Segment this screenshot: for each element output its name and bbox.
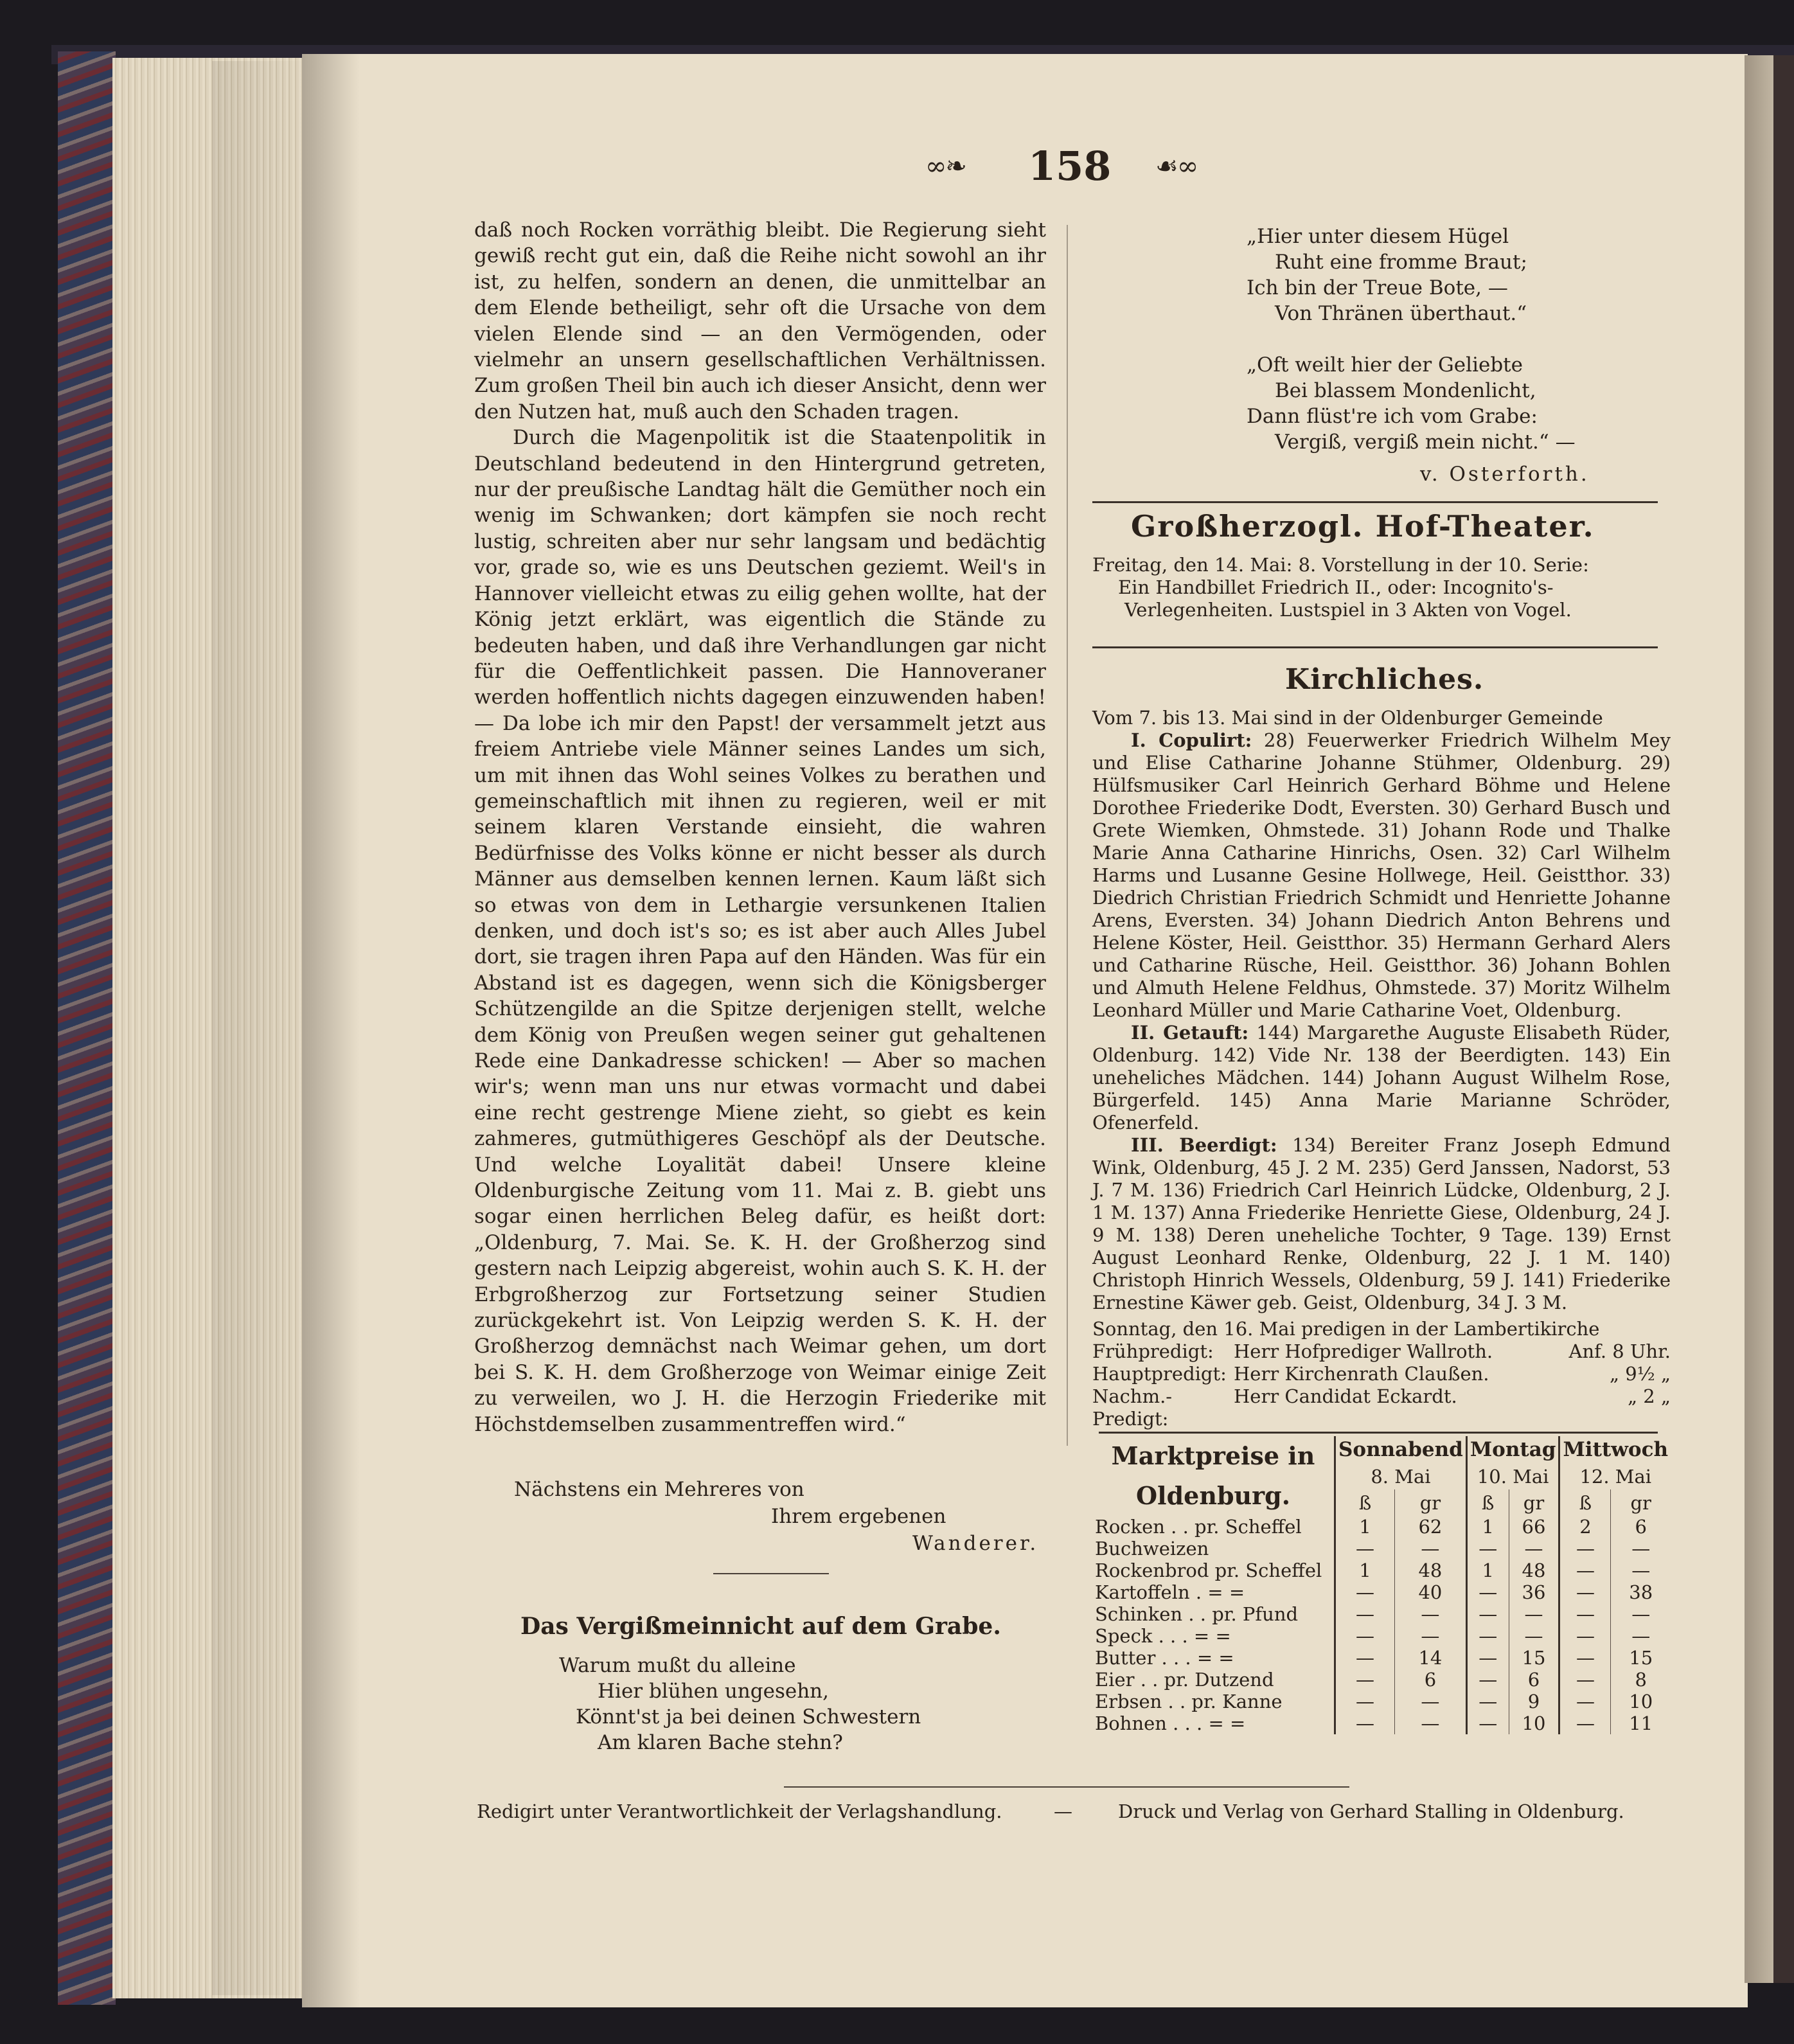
market-value: 48	[1395, 1560, 1467, 1581]
poem-line: Von Thränen überthaut.“	[1275, 302, 1527, 325]
market-value: 48	[1509, 1560, 1559, 1581]
unit-label: ß	[1466, 1489, 1509, 1516]
market-value: 1	[1466, 1516, 1509, 1538]
market-value: 6	[1611, 1516, 1671, 1538]
footer-editor: Redigirt unter Verantwortlichkeit der Verlagshandlung.	[477, 1800, 1002, 1822]
market-item: Bohnen . . . = =	[1095, 1712, 1246, 1734]
theater-title: Großherzogl. Hof-Theater.	[1131, 509, 1595, 544]
poem-line: Bei blassem Mondenlicht,	[1275, 379, 1536, 402]
market-value: —	[1395, 1603, 1467, 1625]
market-value: 1	[1335, 1516, 1395, 1538]
market-row	[1092, 1581, 1671, 1603]
market-row	[1092, 1516, 1671, 1538]
market-row	[1092, 1603, 1671, 1625]
market-value: —	[1335, 1581, 1395, 1603]
preacher-label: Nachm.-Predigt:	[1092, 1385, 1173, 1430]
theater-program	[1092, 554, 1671, 621]
copulirt-entry	[1092, 729, 1671, 1022]
book-edge-right	[1773, 55, 1794, 1983]
poem-line: Warum mußt du alleine	[559, 1654, 796, 1677]
market-value: —	[1559, 1560, 1611, 1581]
market-item: Erbsen . . pr. Kanne	[1095, 1691, 1283, 1712]
market-item: Buchweizen	[1095, 1538, 1209, 1560]
poem-line: Vergiß, vergiß mein nicht.“ —	[1275, 431, 1576, 454]
market-value: —	[1611, 1603, 1671, 1625]
getauft-text: 144) Margarethe Auguste Elisabeth Rüder, Oldenburg. 142) Vide Nr. 138 der Beerdigten. 143) Ein uneheliches Mädchen. 144) Johann August Wilhelm Rose, Bürgerfeld. 145) Anna Marie Marianne Schröder, Ofenerfeld.	[1092, 1022, 1671, 1133]
market-row	[1092, 1669, 1671, 1691]
copulirt-label: I. Copulirt:	[1131, 729, 1252, 751]
preacher-row	[1092, 1385, 1671, 1430]
market-value: —	[1611, 1538, 1671, 1560]
market-value: —	[1335, 1625, 1395, 1647]
poem-divider	[713, 1573, 829, 1574]
market-item: Schinken . . pr. Pfund	[1095, 1603, 1299, 1625]
market-value: —	[1559, 1669, 1611, 1691]
poem-line: Könnt'st ja bei deinen Schwestern	[576, 1705, 921, 1729]
market-value: —	[1395, 1691, 1467, 1712]
market-title: Marktpreise in Oldenburg.	[1111, 1441, 1315, 1510]
market-value: 1	[1466, 1560, 1509, 1581]
market-value: —	[1559, 1712, 1611, 1734]
signature: Wanderer.	[912, 1532, 1039, 1555]
market-value: —	[1509, 1603, 1559, 1625]
preacher-label: Hauptpredigt:	[1092, 1363, 1227, 1385]
market-date: 12. Mai	[1559, 1464, 1671, 1490]
market-value: —	[1466, 1647, 1509, 1669]
getauft-label: II. Getauft:	[1131, 1022, 1249, 1044]
market-date: 10. Mai	[1466, 1464, 1559, 1490]
market-value: —	[1559, 1691, 1611, 1712]
poem-line: Ich bin der Treue Bote, —	[1247, 276, 1508, 299]
page-number: 158	[1028, 143, 1112, 190]
market-value: —	[1559, 1625, 1611, 1647]
book-marbled-cover	[58, 51, 116, 2005]
unit-label: ß	[1559, 1489, 1611, 1516]
ornament-right: ☙∞	[1155, 152, 1198, 181]
market-value: 6	[1395, 1669, 1467, 1691]
market-value: 40	[1395, 1581, 1467, 1603]
sunday-line: Sonntag, den 16. Mai predigen in der Lambertikirche	[1092, 1318, 1600, 1340]
poem-line: „Hier unter diesem Hügel	[1247, 225, 1509, 248]
market-value: —	[1559, 1581, 1611, 1603]
preacher-name: Herr Kirchenrath Claußen.	[1234, 1363, 1489, 1385]
poem-author: v. Osterforth.	[1420, 463, 1590, 486]
market-value: —	[1466, 1625, 1509, 1647]
preacher-name: Herr Candidat Eckardt.	[1234, 1385, 1457, 1407]
page-edges-shadow	[212, 61, 308, 1995]
beerdigt-text: 134) Bereiter Franz Joseph Edmund Wink, Oldenburg, 45 J. 2 M. 235) Gerd Janssen, Nadorst, 53 J. 7 M. 136) Friedrich Carl Heinrich Lüdcke, Oldenburg, 2 J. 1 M. 137) Anna Friederike Henriette Giese, Oldenburg, 24 J. 9 M. 138) Deren uneheliche Tochter, 9 Tage. 139) Ernst August Leonhard Renke, Oldenburg, 22 J. 1 M. 140) Christoph Hinrich Wessels, Oldenburg, 59 J. 141) Friederike Ernestine Käwer geb. Geist, Oldenburg, 34 J. 3 M.	[1092, 1134, 1671, 1313]
market-value: 66	[1509, 1516, 1559, 1538]
poem-line: Dann flüst're ich vom Grabe:	[1247, 405, 1538, 428]
theater-line: Freitag, den 14. Mai: 8. Vorstellung in der 10. Serie:	[1092, 554, 1589, 576]
market-row	[1092, 1712, 1671, 1734]
market-value: —	[1335, 1691, 1395, 1712]
preacher-time: Anf. 8 Uhr.	[1568, 1340, 1671, 1362]
market-value: —	[1466, 1691, 1509, 1712]
preacher-label: Frühpredigt:	[1092, 1340, 1214, 1362]
market-value: —	[1466, 1669, 1509, 1691]
market-rows	[1092, 1516, 1671, 1734]
market-value: 38	[1611, 1581, 1671, 1603]
market-value: 10	[1611, 1691, 1671, 1712]
market-value: 10	[1509, 1712, 1559, 1734]
market-day: Mittwoch	[1559, 1436, 1671, 1464]
poem-title: Das Vergißmeinnicht auf dem Grabe.	[520, 1613, 1001, 1640]
preacher-row	[1092, 1363, 1671, 1385]
market-value: —	[1335, 1647, 1395, 1669]
market-value: 62	[1395, 1516, 1467, 1538]
getauft-entry	[1092, 1022, 1671, 1134]
left-column-text	[474, 217, 1046, 1437]
market-item: Rocken . . pr. Scheffel	[1095, 1516, 1302, 1538]
footer-publisher: Druck und Verlag von Gerhard Stalling in Oldenburg.	[1118, 1800, 1624, 1822]
market-value: —	[1611, 1560, 1671, 1581]
market-value: —	[1335, 1669, 1395, 1691]
footer-rule	[784, 1786, 1349, 1788]
theater-line: Ein Handbillet Friedrich II., oder: Incognito's-Verlegenheiten. Lustspiel in 3 Akten von Vogel.	[1118, 576, 1572, 621]
market-value: —	[1335, 1538, 1395, 1560]
section-rule	[1092, 646, 1658, 648]
market-value: —	[1559, 1538, 1611, 1560]
beerdigt-label: III. Beerdigt:	[1131, 1134, 1277, 1156]
market-price-table	[1092, 1436, 1671, 1734]
market-value: 14	[1395, 1647, 1467, 1669]
market-item: Rockenbrod pr. Scheffel	[1095, 1560, 1322, 1581]
market-value: —	[1559, 1647, 1611, 1669]
market-date: 8. Mai	[1335, 1464, 1467, 1490]
market-day: Montag	[1466, 1436, 1559, 1464]
market-row	[1092, 1625, 1671, 1647]
market-value: 9	[1509, 1691, 1559, 1712]
market-value: 2	[1559, 1516, 1611, 1538]
market-value: —	[1559, 1603, 1611, 1625]
preacher-name: Herr Hofprediger Wallroth.	[1234, 1340, 1493, 1362]
preacher-time: „ 9½ „	[1609, 1363, 1671, 1385]
market-value: 11	[1611, 1712, 1671, 1734]
market-top-rule	[1099, 1432, 1658, 1434]
poem-line: Ruht eine fromme Braut;	[1275, 251, 1527, 274]
section-rule	[1092, 501, 1658, 503]
church-intro: Vom 7. bis 13. Mai sind in der Oldenburger Gemeinde	[1092, 707, 1603, 729]
closing-line-2: Ihrem ergebenen	[771, 1505, 946, 1528]
copulirt-text: 28) Feuerwerker Friedrich Wilhelm Mey und Elise Catharine Johanne Stühmer, Oldenburg. 29) Hülfsmusiker Carl Heinrich Gerhard Böhme und Helene Dorothee Friederike Dodt, Eversten. 30) Gerhard Busch und Grete Wiemken, Ohmstede. 31) Johann Rode und Thalke Marie Anna Catharine Hinrichs, Osen. 32) Carl Wilhelm Harms und Lusanne Gesine Hollwege, Heil. Geistthor. 33) Diedrich Christian Friedrich Schmidt und Henriette Johanne Arens, Eversten. 34) Johann Diedrich Anton Behrens und Helene Köster, Heil. Geistthor. 35) Hermann Gerhard Alers und Catharine Rüsche, Heil. Geistthor. 36) Johann Bohlen und Almuth Helene Feldhus, Ohmstede. 37) Moritz Wilhelm Leonhard Müller und Marie Catharine Voet, Oldenburg.	[1092, 729, 1671, 1021]
market-value: —	[1466, 1603, 1509, 1625]
closing-line: Nächstens ein Mehreres von	[514, 1478, 804, 1501]
preacher-time: „ 2 „	[1628, 1385, 1671, 1407]
column-divider	[1067, 225, 1068, 1446]
market-row	[1092, 1538, 1671, 1560]
poem-line: „Oft weilt hier der Geliebte	[1247, 353, 1523, 377]
market-row	[1092, 1560, 1671, 1581]
footer-dash: —	[1054, 1800, 1072, 1822]
page-gutter-shadow	[302, 54, 360, 2007]
market-value: —	[1335, 1712, 1395, 1734]
market-item: Speck . . . = =	[1095, 1625, 1231, 1647]
market-value: 8	[1611, 1669, 1671, 1691]
market-row	[1092, 1647, 1671, 1669]
market-value: —	[1335, 1603, 1395, 1625]
market-value: —	[1509, 1625, 1559, 1647]
market-value: —	[1395, 1625, 1467, 1647]
market-value: —	[1509, 1538, 1559, 1560]
church-section	[1092, 707, 1671, 1430]
unit-label: gr	[1611, 1489, 1671, 1516]
market-value: —	[1611, 1625, 1671, 1647]
market-value: —	[1395, 1712, 1467, 1734]
market-item: Kartoffeln . = =	[1095, 1581, 1245, 1603]
market-value: —	[1466, 1712, 1509, 1734]
market-value: —	[1395, 1538, 1467, 1560]
ornament-left: ∞❧	[925, 152, 966, 181]
poem-line: Am klaren Bache stehn?	[598, 1731, 843, 1754]
unit-label: ß	[1335, 1489, 1395, 1516]
market-value: 36	[1509, 1581, 1559, 1603]
market-day: Sonnabend	[1335, 1436, 1467, 1464]
paragraph-1: daß noch Rocken vorräthig bleibt. Die Regierung sieht gewiß recht gut ein, daß die Reihe nicht sowohl an ihr ist, zu helfen, sondern an denen, die unmittelbar an dem Elende betheiligt, sehr oft die Ursache von dem vielen Elende sind — an den Vermögenden, oder vielmehr an unsern gesellschaftlichen Verhältnissen. Zum großen Theil bin auch ich dieser Ansicht, denn wer den Nutzen hat, muß auch den Schaden tragen.	[474, 218, 1046, 423]
market-row	[1092, 1691, 1671, 1712]
market-item: Eier . . pr. Dutzend	[1095, 1669, 1274, 1691]
poem-line: Hier blühen ungesehn,	[598, 1680, 829, 1703]
church-title: Kirchliches.	[1285, 663, 1484, 696]
market-value: 15	[1509, 1647, 1559, 1669]
market-value: —	[1466, 1581, 1509, 1603]
market-value: —	[1466, 1538, 1509, 1560]
beerdigt-entry	[1092, 1134, 1671, 1314]
market-value: 6	[1509, 1669, 1559, 1691]
market-value: 1	[1335, 1560, 1395, 1581]
market-value: 15	[1611, 1647, 1671, 1669]
paragraph-2: Durch die Magenpolitik ist die Staatenpolitik in Deutschland bedeutend in den Hintergrund getreten, nur der preußische Landtag hält die Gemüther noch ein wenig im Schwanken; dort kämpfen sie noch recht lustig, schreiten aber nur sehr langsam und bedächtig vor, grade so, wie es uns Deutschen geziemt. Weil's in Hannover vielleicht etwas zu eilig gehen wollte, hat der König jetzt erklärt, was eigentlich die Stände zu bedeuten haben, und daß ihre Verhandlungen gar nicht für die Oeffentlichkeit passen. Die Hannoveraner werden hoffentlich nichts dagegen einzuwenden haben! — Da lobe ich mir den Papst! der versammelt jetzt aus freiem Antriebe viele Männer seines Landes um sich, um mit ihnen das Wohl seines Volkes zu berathen und gemeinschaftlich mit ihnen zu regieren, weil er mit seinem klaren Verstande einsieht, die wahren Bedürfnisse des Volks könne er nicht besser als durch Männer aus demselben kennen lernen. Kaum läßt sich so etwas von dem in Lethargie versunkenen Italien denken, und doch ist's so; es ist aber auch Alles Jubel dort, sie tragen ihren Papa auf den Händen. Was für ein Abstand ist es dagegen, wenn sich die Königsberger Schützengilde an die Spitze derjenigen stellt, welche dem König von Preußen wegen seiner gut gehaltenen Rede eine Dankadresse schicken! — Aber so machen wir's; wenn man uns nur etwas vormacht und dabei eine recht gestrenge Miene zieht, so giebt es kein zahmeres, gutmüthigeres Geschöpf als der Deutsche. Und welche Loyalität dabei! Unsere kleine Oldenburgische Zeitung vom 11. Mai z. B. giebt uns sogar einen herrlichen Beleg dafür, es heißt dort: „Oldenburg, 7. Mai. Se. K. H. der Großherzog sind gestern nach Leipzig abgereist, wohin auch S. K. H. der Erbgroßherzog zur Fortsetzung seiner Studien zurückgekehrt ist. Von Leipzig werden S. K. H. der Großherzog demnächst nach Weimar gehen, um dort bei S. K. H. dem Großherzoge von Weimar einige Zeit zu verweilen, wo J. H. die Herzogin Friederike mit Höchstdemselben zusammentreffen wird.“	[474, 426, 1046, 1436]
unit-label: gr	[1395, 1489, 1467, 1516]
preacher-row	[1092, 1340, 1671, 1363]
market-item: Butter . . . = =	[1095, 1647, 1234, 1669]
unit-label: gr	[1509, 1489, 1559, 1516]
